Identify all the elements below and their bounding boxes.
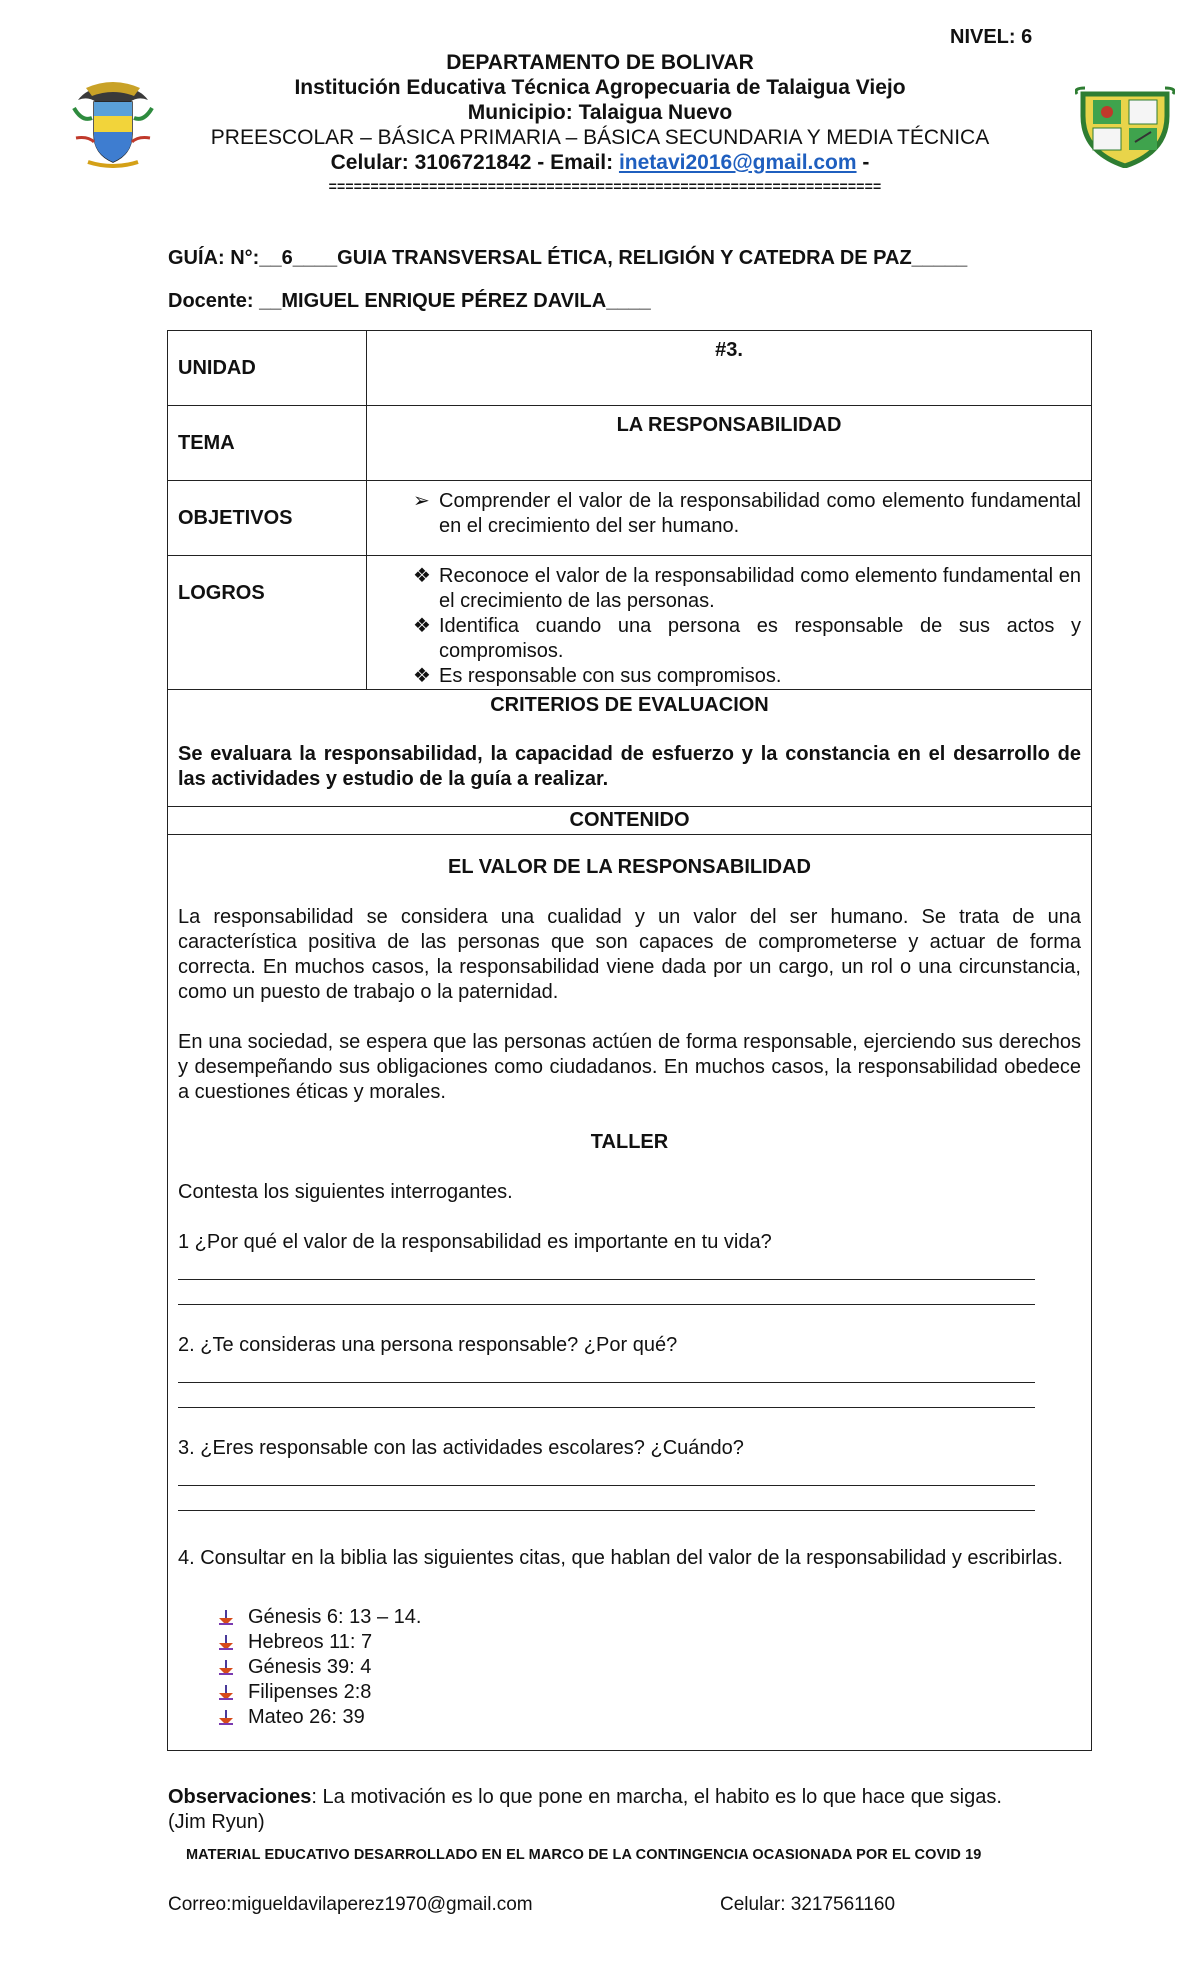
objetivo-item: [377, 489, 1081, 539]
criterios-row: [168, 690, 1092, 807]
question-1: 1 ¿Por qué el valor de la responsabilidad es importante en tu vida?: [178, 1231, 772, 1253]
contact-prefix: Celular: 3106721842 - Email:: [330, 151, 619, 174]
citation-text: Génesis 39: 4: [248, 1656, 372, 1678]
email-link[interactable]: inetavi2016@gmail.com: [618, 151, 857, 174]
objetivo-text: Comprender el valor de la responsabilidad como elemento fundamental en el crecimiento del ser humano.: [439, 490, 1081, 537]
tema-label: TEMA: [168, 406, 367, 481]
citation-text: Filipenses 2:8: [248, 1681, 372, 1703]
citation-item: [178, 1680, 1081, 1705]
answer-line[interactable]: [178, 1486, 1035, 1511]
citation-text: Génesis 6: 13 – 14.: [248, 1606, 422, 1628]
question-4: 4. Consultar en la biblia las siguientes citas, que hablan del valor de la responsabilidad y escribirlas.: [178, 1547, 1063, 1569]
guide-title: GUÍA: N°:__6____GUIA TRANSVERSAL ÉTICA, RELIGIÓN Y CATEDRA DE PAZ_____: [168, 247, 968, 269]
contact-suffix: -: [856, 151, 870, 174]
nivel-label: NIVEL: 6: [950, 26, 1033, 48]
observations-label: Observaciones: [168, 1786, 312, 1808]
diamond-bullet-icon: ❖: [413, 565, 431, 587]
contact-line: [140, 150, 1060, 175]
taller-title: TALLER: [590, 1131, 669, 1153]
bible-citations-list: [178, 1605, 1081, 1730]
logro-text: Identifica cuando una persona es responsable de sus actos y compromisos.: [439, 615, 1081, 662]
header-separator: ==================================================================: [328, 178, 882, 194]
objetivos-list: [377, 489, 1081, 539]
logro-text: Reconoce el valor de la responsabilidad como elemento fundamental en el crecimiento de las personas.: [439, 565, 1081, 612]
education-levels: PREESCOLAR – BÁSICA PRIMARIA – BÁSICA SECUNDARIA Y MEDIA TÉCNICA: [210, 126, 990, 149]
logros-list: [377, 564, 1081, 689]
question-2: 2. ¿Te consideras una persona responsable? ¿Por qué?: [178, 1334, 678, 1356]
answer-line[interactable]: [178, 1255, 1035, 1280]
objetivos-label: OBJETIVOS: [168, 481, 367, 556]
answer-line[interactable]: [178, 1383, 1035, 1408]
logro-text: Es responsable con sus compromisos.: [439, 665, 782, 687]
unidad-label: UNIDAD: [168, 331, 367, 406]
unidad-value: #3.: [367, 331, 1092, 406]
flag-bullet-icon: [218, 1685, 234, 1701]
citation-item: [178, 1705, 1081, 1730]
institution-name: Institución Educativa Técnica Agropecuaria de Talaigua Viejo: [294, 76, 906, 99]
criterios-title: CRITERIOS DE EVALUACION: [490, 694, 769, 716]
logro-item: [377, 564, 1081, 614]
diamond-bullet-icon: ❖: [413, 665, 431, 687]
footer-phone: Celular: 3217561160: [720, 1894, 896, 1915]
flag-bullet-icon: [218, 1635, 234, 1651]
answer-line[interactable]: [178, 1461, 1035, 1486]
content-paragraph-1: La responsabilidad se considera una cualidad y un valor del ser humano. Se trata de una característica positiva de las personas que son capaces de comprometerse y actuar de forma correcta. En muchos casos, la responsabilidad viene dada por un cargo, un rol o una circunstancia, como un puesto de trabajo o la paternidad.: [178, 906, 1081, 1003]
answer-line[interactable]: [178, 1358, 1035, 1383]
flag-bullet-icon: [218, 1710, 234, 1726]
teacher-name: Docente: __MIGUEL ENRIQUE PÉREZ DAVILA____: [168, 290, 651, 312]
citation-text: Mateo 26: 39: [248, 1706, 365, 1728]
covid-material-note: MATERIAL EDUCATIVO DESARROLLADO EN EL MARCO DE LA CONTINGENCIA OCASIONADA POR EL COVID 19: [186, 1847, 982, 1863]
logros-label: LOGROS: [168, 556, 367, 690]
contenido-title: CONTENIDO: [168, 807, 1092, 835]
institution-shield-logo: [1075, 86, 1175, 168]
criterios-text: Se evaluara la responsabilidad, la capacidad de esfuerzo y la constancia en el desarrollo de las actividades y estudio de la guía a realizar.: [178, 743, 1081, 790]
tema-row: [168, 406, 1092, 481]
logro-item: [377, 664, 1081, 689]
contenido-row: [168, 835, 1092, 1751]
taller-instruction: Contesta los siguientes interrogantes.: [178, 1181, 513, 1203]
observations: [168, 1785, 1028, 1835]
content-title: EL VALOR DE LA RESPONSABILIDAD: [448, 856, 811, 878]
flag-bullet-icon: [218, 1610, 234, 1626]
citation-item: [178, 1605, 1081, 1630]
observations-text: : La motivación es lo que pone en marcha, el habito es lo que hace que sigas. (Jim Ryun): [168, 1786, 1002, 1833]
flag-bullet-icon: [218, 1660, 234, 1676]
institution-header: [140, 50, 1060, 175]
unidad-row: [168, 331, 1092, 406]
question-3: 3. ¿Eres responsable con las actividades escolares? ¿Cuándo?: [178, 1437, 744, 1459]
tema-value: LA RESPONSABILIDAD: [367, 406, 1092, 481]
citation-item: [178, 1630, 1081, 1655]
citation-item: [178, 1655, 1081, 1680]
diamond-bullet-icon: ❖: [413, 615, 431, 637]
logro-item: [377, 614, 1081, 664]
objetivos-row: [168, 481, 1092, 556]
citation-text: Hebreos 11: 7: [248, 1631, 373, 1653]
contenido-header-row: [168, 807, 1092, 835]
logros-row: [168, 556, 1092, 690]
guide-table: [167, 330, 1092, 1751]
department-name: DEPARTAMENTO DE BOLIVAR: [446, 51, 754, 74]
content-paragraph-2: En una sociedad, se espera que las personas actúen de forma responsable, ejerciendo sus derechos y desempeñando sus obligaciones como ciudadanos. En muchos casos, la responsabilidad obedece a cuestiones éticas y morales.: [178, 1031, 1081, 1103]
footer-email: Correo:migueldavilaperez1970@gmail.com: [168, 1894, 533, 1915]
answer-line[interactable]: [178, 1280, 1035, 1305]
municipality: Municipio: Talaigua Nuevo: [467, 101, 733, 124]
arrow-bullet-icon: ➢: [413, 490, 430, 512]
